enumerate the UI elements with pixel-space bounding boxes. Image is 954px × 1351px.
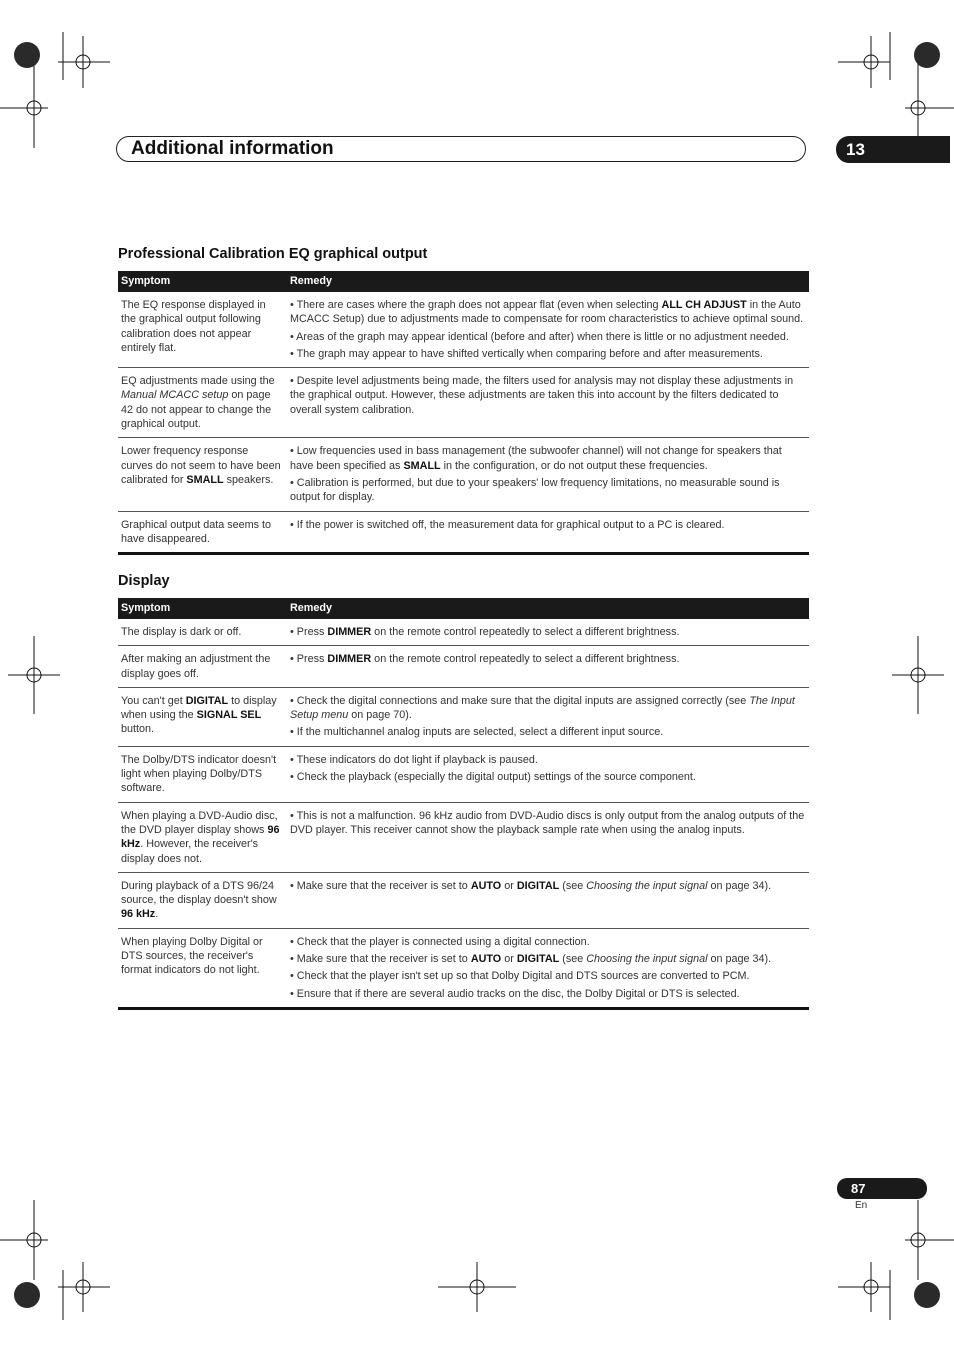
- table-row: [118, 928, 809, 1008]
- table-row: [118, 746, 809, 802]
- section-title-calibration: Professional Calibration EQ graphical output: [118, 246, 428, 262]
- remedy-item: • Areas of the graph may appear identical (before and after) when there is little or no adjustment needed.: [290, 330, 789, 343]
- remedy-cell: [287, 511, 809, 554]
- remedy-cell: [287, 746, 809, 802]
- symptom-cell: When playing Dolby Digital or DTS sources, the receiver's format indicators do not light.: [118, 928, 287, 1008]
- page-number: 87: [837, 1178, 927, 1199]
- remedy-cell: [287, 687, 809, 746]
- chapter-number: 13: [836, 136, 950, 163]
- remedy-cell: [287, 646, 809, 688]
- remedy-cell: [287, 368, 809, 438]
- table-row: [118, 687, 809, 746]
- table-row: [118, 368, 809, 438]
- table-row: [118, 872, 809, 928]
- section-title-display: Display: [118, 573, 170, 589]
- remedy-item: • Despite level adjustments being made, the filters used for analysis may not display these adjustments in the graphical output. However, these adjustments are taken this into account by the filters dedicated to overall system calibration.: [290, 375, 794, 416]
- remedy-item: • Press DIMMER on the remote control repeatedly to select a different brightness.: [290, 626, 680, 638]
- remedy-cell: [287, 292, 809, 368]
- remedy-item: • Press DIMMER on the remote control repeatedly to select a different brightness.: [290, 653, 680, 666]
- symptom-cell: During playback of a DTS 96/24 source, the display doesn't show 96 kHz.: [118, 872, 287, 928]
- column-header-symptom: Symptom: [118, 598, 287, 619]
- remedy-item: • There are cases where the graph does not appear flat (even when selecting ALL CH ADJUST in the Auto MCACC Setup) due to adjustments made to compensate for room characteristics to achieve optimal sound.: [290, 299, 804, 326]
- symptom-cell: Lower frequency response curves do not seem to have been calibrated for SMALL speakers.: [118, 438, 287, 511]
- remedy-cell: [287, 872, 809, 928]
- remedy-item: • This is not a malfunction. 96 kHz audio from DVD-Audio discs is only output from the analog outputs of the DVD player. This receiver cannot show the playback sample rate when using the analog inputs.: [290, 809, 805, 836]
- remedy-item: • If the multichannel analog inputs are selected, select a different input source.: [290, 726, 664, 739]
- remedy-item: • These indicators do dot light if playback is paused.: [290, 753, 538, 766]
- display-troubleshooting-table: [118, 598, 809, 1010]
- remedy-item: • Ensure that if there are several audio tracks on the disc, the Dolby Digital or DTS is selected.: [290, 987, 740, 1000]
- remedy-item: • The graph may appear to have shifted vertically when comparing before and after measurements.: [290, 347, 763, 360]
- remedy-item: • Check the digital connections and make sure that the digital inputs are assigned correctly (see The Input Setup menu on page 70).: [290, 694, 795, 722]
- symptom-cell: You can't get DIGITAL to display when using the SIGNAL SEL button.: [118, 687, 287, 746]
- symptom-cell: When playing a DVD-Audio disc, the DVD player display shows 96 kHz. However, the receiver's display does not.: [118, 802, 287, 872]
- symptom-cell: After making an adjustment the display goes off.: [118, 646, 287, 688]
- table-row: [118, 802, 809, 872]
- column-header-remedy: Remedy: [287, 598, 809, 619]
- table-row: [118, 646, 809, 688]
- symptom-cell: The EQ response displayed in the graphical output following calibration does not appear entirely flat.: [118, 292, 287, 368]
- remedy-item: • Make sure that the receiver is set to AUTO or DIGITAL (see Choosing the input signal on page 34).: [290, 879, 772, 892]
- remedy-item: • Make sure that the receiver is set to AUTO or DIGITAL (see Choosing the input signal on page 34).: [290, 953, 772, 966]
- chapter-title: Additional information: [131, 138, 334, 159]
- column-header-remedy: Remedy: [287, 271, 809, 292]
- chapter-header: [116, 136, 806, 162]
- symptom-cell: Graphical output data seems to have disappeared.: [118, 511, 287, 554]
- calibration-troubleshooting-table: [118, 271, 809, 555]
- remedy-item: • Low frequencies used in bass management (the subwoofer channel) will not change for speakers that have been specified as SMALL in the configuration, or do not output these frequencies.: [290, 445, 782, 472]
- table-row: [118, 292, 809, 368]
- language-code: En: [855, 1200, 868, 1211]
- table-row: [118, 438, 809, 511]
- symptom-cell: The display is dark or off.: [118, 619, 287, 646]
- symptom-cell: EQ adjustments made using the Manual MCACC setup on page 42 do not appear to change the graphical output.: [118, 368, 287, 438]
- remedy-cell: [287, 802, 809, 872]
- table-row: [118, 619, 809, 646]
- remedy-cell: [287, 928, 809, 1008]
- remedy-cell: [287, 438, 809, 511]
- column-header-symptom: Symptom: [118, 271, 287, 292]
- remedy-cell: [287, 619, 809, 646]
- remedy-item: • Check the playback (especially the digital output) settings of the source component.: [290, 771, 696, 784]
- remedy-item: • Check that the player isn't set up so that Dolby Digital and DTS sources are converted to PCM.: [290, 970, 750, 983]
- symptom-cell: The Dolby/DTS indicator doesn't light when playing Dolby/DTS software.: [118, 746, 287, 802]
- remedy-item: • Calibration is performed, but due to your speakers' low frequency limitations, no measurable sound is output for display.: [290, 476, 780, 504]
- table-row: [118, 511, 809, 554]
- remedy-item: • Check that the player is connected using a digital connection.: [290, 935, 590, 948]
- remedy-item: • If the power is switched off, the measurement data for graphical output to a PC is cleared.: [290, 518, 725, 531]
